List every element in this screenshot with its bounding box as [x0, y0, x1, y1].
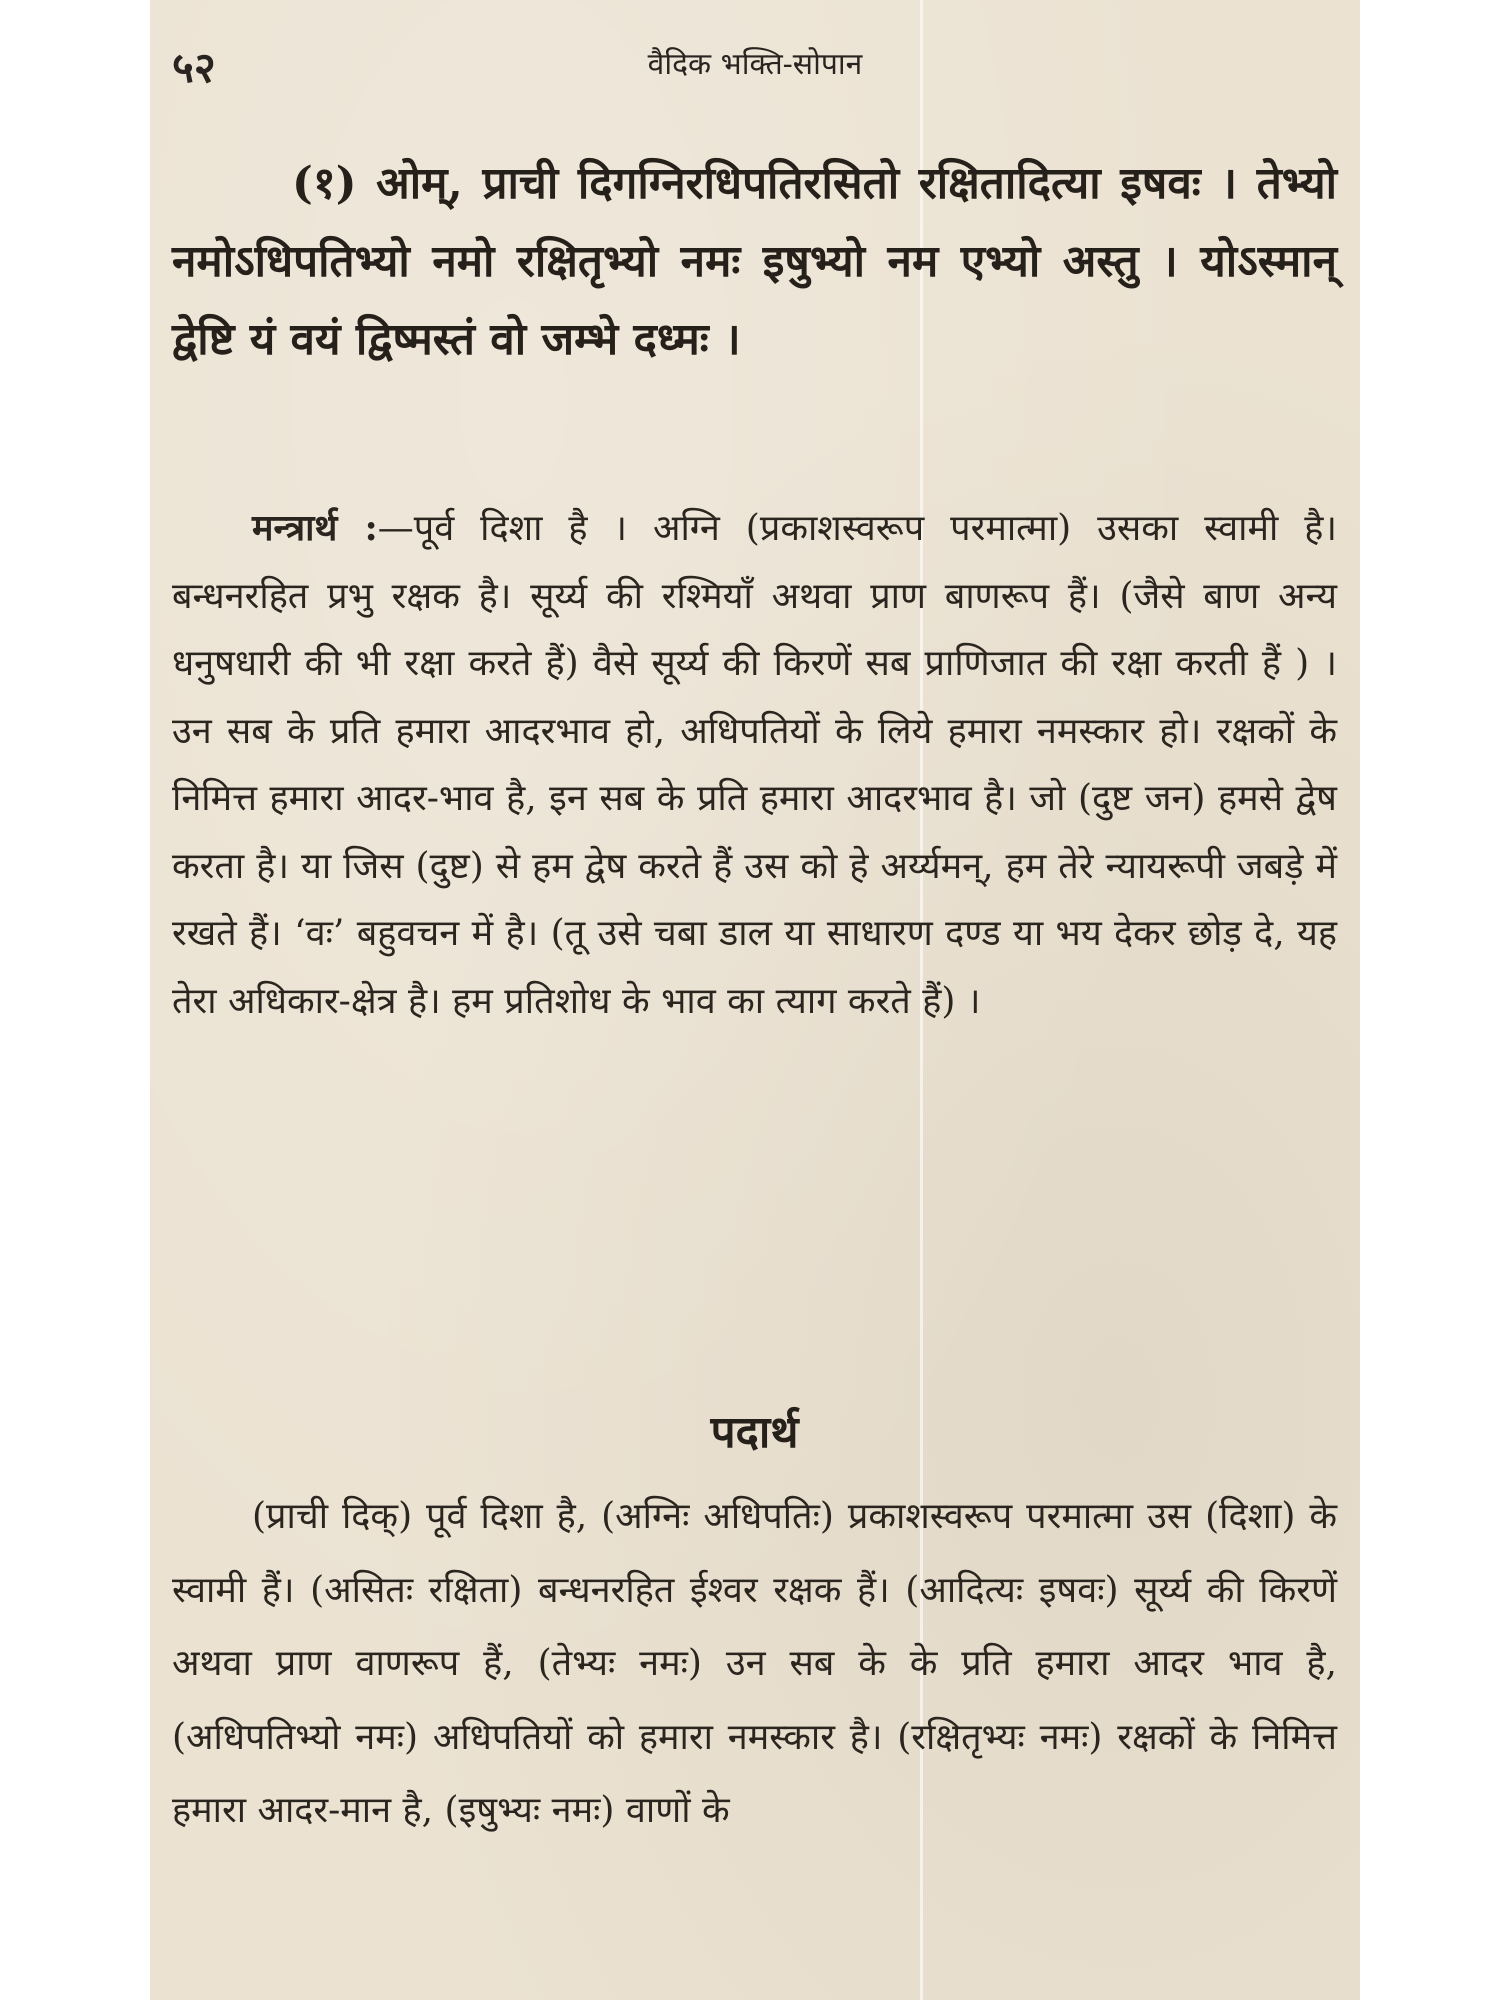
meaning-label: मन्त्रार्थ : — [252, 507, 378, 549]
meaning-text: —पूर्व दिशा है । अग्नि (प्रकाशस्वरूप परमात्मा) उसका स्वामी है। बन्धनरहित प्रभु रक्षक है। सूर्य्य की रश्मियाँ अथवा प्राण बाणरूप हैं। (जैसे बाण अन्य धनुषधारी की भी रक्षा करते हैं) वैसे सूर्य्य की किरणें सब प्राणिजात की रक्षा करती हैं ) । उन सब के प्रति हमारा आदरभाव हो, अधिपतियों के लिये हमारा नमस्कार हो। रक्षकों के निमित्त हमारा आदर-भाव है, इन सब के प्रति हमारा आदरभाव है। जो (दुष्ट जन) हमसे द्वेष करता है। या जिस (दुष्ट) से हम द्वेष करते हैं उस को हे अर्य्यमन्, हम तेरे न्यायरूपी जबड़े में रखते हैं। ‘वः’ बहुवचन में है। (तू उसे चबा डाल या साधारण दण्ड या भय देकर छोड़ दे, यह तेरा अधिकार-क्षेत्र है। हम प्रतिशोध के भाव का त्याग करते हैं) । — [172, 508, 1337, 1022]
mantra-paragraph: (१) ओम्, प्राची दिगग्निरधिपतिरसितो रक्षितादित्या इषवः । तेभ्यो नमोऽधिपतिभ्यो नमो रक्षितृभ्यो नमः इषुभ्यो नम एभ्यो अस्तु । योऽस्मान् द्वेष्टि यं वयं द्विष्मस्तं वो जम्भे दध्मः । — [172, 158, 1337, 365]
running-title: वैदिक भक्ति-सोपान — [647, 47, 863, 82]
book-page — [150, 0, 1360, 2000]
section-heading: पदार्थ — [710, 1407, 799, 1458]
page-header — [172, 38, 1338, 98]
meaning-paragraph — [172, 495, 1337, 1035]
page-number: ५२ — [172, 43, 216, 92]
padarth-paragraph: (प्राची दिक्) पूर्व दिशा है, (अग्निः अधिपतिः) प्रकाशस्वरूप परमात्मा उस (दिशा) के स्वामी हैं। (असितः रक्षिता) बन्धनरहित ईश्वर रक्षक हैं। (आदित्यः इषवः) सूर्य्य की किरणें अथवा प्राण वाणरूप हैं, (तेभ्यः नमः) उन सब के के प्रति हमारा आदर भाव है, (अधिपतिभ्यो नमः) अधिपतियों को हमारा नमस्कार है। (रक्षितृभ्यः नमः) रक्षकों के निमित्त हमारा आदर-मान है, (इषुभ्यः नमः) वाणों के — [172, 1496, 1337, 1831]
